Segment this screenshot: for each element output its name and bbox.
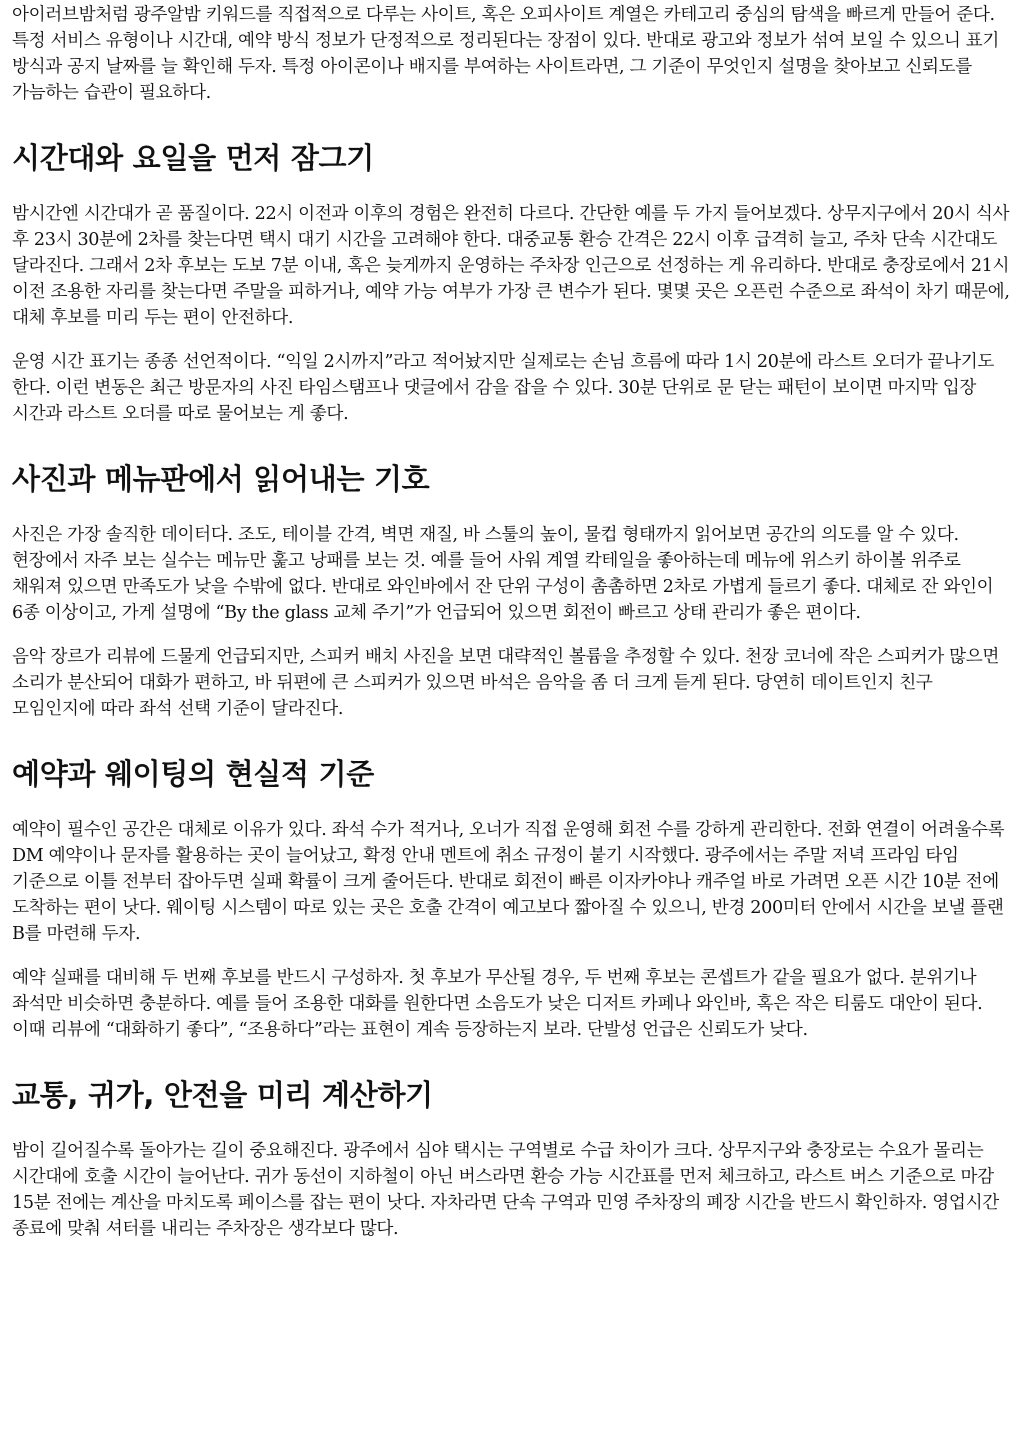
- section-reservation-and-waiting: [12, 756, 1012, 1043]
- section-heading: 교통, 귀가, 안전을 미리 계산하기: [12, 1078, 433, 1112]
- article-body: [12, 0, 1012, 1242]
- section-heading: 시간대와 요일을 먼저 잠그기: [12, 141, 374, 175]
- body-paragraph: 예약이 필수인 공간은 대체로 이유가 있다. 좌석 수가 적거나, 오너가 직접 운영해 회전 수를 강하게 관리한다. 전화 연결이 어려울수록 DM 예약이나 문자를 활용하는 곳이 늘어났고, 확정 안내 멘트에 취소 규정이 붙기 시작했다. 광주에서는 주말 저녁 프라임 타임 기준으로 이틀 전부터 잡아두면 실패 확률이 크게 줄어든다. 반대로 회전이 빠른 이자카야나 캐주얼 바로 가려면 오픈 시간 10분 전에 도착하는 편이 낫다. 웨이팅 시스템이 따로 있는 곳은 호출 간격이 예고보다 짧아질 수 있으니, 반경 200미터 안에서 시간을 보낼 플랜 B를 마련해 두자.: [12, 820, 1005, 944]
- body-paragraph: 밤시간엔 시간대가 곧 품질이다. 22시 이전과 이후의 경험은 완전히 다르다. 간단한 예를 두 가지 들어보겠다. 상무지구에서 20시 식사 후 23시 30분에 2차를 찾는다면 택시 대기 시간을 고려해야 한다. 대중교통 환승 간격은 22시 이후 급격히 늘고, 주차 단속 시간대도 달라진다. 그래서 2차 후보는 도보 7분 이내, 혹은 늦게까지 운영하는 주차장 인근으로 선정하는 게 유리하다. 반대로 충장로에서 21시 이전 조용한 자리를 찾는다면 주말을 피하거나, 예약 가능 여부가 가장 큰 변수가 된다. 몇몇 곳은 오픈런 수준으로 좌석이 차기 때문에, 대체 후보를 미리 두는 편이 안전하다.: [12, 204, 1010, 328]
- body-paragraph: 운영 시간 표기는 종종 선언적이다. “익일 2시까지”라고 적어놨지만 실제로는 손님 흐름에 따라 1시 20분에 라스트 오더가 끝나기도 한다. 이런 변동은 최근 방문자의 사진 타임스탬프나 댓글에서 감을 잡을 수 있다. 30분 단위로 문 닫는 패턴이 보이면 마지막 입장 시간과 라스트 오더를 따로 물어보는 게 좋다.: [12, 352, 995, 424]
- section-transport-and-safety: [12, 1077, 1012, 1242]
- intro-paragraph: 아이러브밤처럼 광주알밤 키워드를 직접적으로 다루는 사이트, 혹은 오피사이트 계열은 카테고리 중심의 탐색을 빠르게 만들어 준다. 특정 서비스 유형이나 시간대, 예약 방식 정보가 단정적으로 정리된다는 장점이 있다. 반대로 광고와 정보가 섞여 보일 수 있으니 표기 방식과 공지 날짜를 늘 확인해 두자. 특정 아이콘이나 배지를 부여하는 사이트라면, 그 기준이 무엇인지 설명을 찾아보고 신뢰도를 가늠하는 습관이 필요하다.: [12, 5, 1000, 103]
- section-time-and-day: [12, 140, 1012, 427]
- body-paragraph: 밤이 길어질수록 돌아가는 길이 중요해진다. 광주에서 심야 택시는 구역별로 수급 차이가 크다. 상무지구와 충장로는 수요가 몰리는 시간대에 호출 시간이 늘어난다. 귀가 동선이 지하철이 아닌 버스라면 환승 가능 시간표를 먼저 체크하고, 라스트 버스 기준으로 마감 15분 전에는 계산을 마치도록 페이스를 잡는 편이 낫다. 자차라면 단속 구역과 민영 주차장의 폐장 시간을 반드시 확인하자. 영업시간 종료에 맞춰 셔터를 내리는 주차장은 생각보다 많다.: [12, 1141, 999, 1239]
- section-heading: 예약과 웨이팅의 현실적 기준: [12, 757, 374, 791]
- section-heading: 사진과 메뉴판에서 읽어내는 기호: [12, 462, 430, 496]
- section-photos-and-menu: [12, 461, 1012, 722]
- body-paragraph: 음악 장르가 리뷰에 드물게 언급되지만, 스피커 배치 사진을 보면 대략적인 볼륨을 추정할 수 있다. 천장 코너에 작은 스피커가 많으면 소리가 분산되어 대화가 편하고, 바 뒤편에 큰 스피커가 있으면 바석은 음악을 좀 더 크게 듣게 된다. 당연히 데이트인지 친구 모임인지에 따라 좌석 선택 기준이 달라진다.: [12, 647, 1000, 719]
- body-paragraph: 사진은 가장 솔직한 데이터다. 조도, 테이블 간격, 벽면 재질, 바 스툴의 높이, 물컵 형태까지 읽어보면 공간의 의도를 알 수 있다. 현장에서 자주 보는 실수는 메뉴만 훑고 낭패를 보는 것. 예를 들어 사워 계열 칵테일을 좋아하는데 메뉴에 위스키 하이볼 위주로 채워져 있으면 만족도가 낮을 수밖에 없다. 반대로 와인바에서 잔 단위 구성이 촘촘하면 2차로 가볍게 들르기 좋다. 대체로 잔 와인이 6종 이상이고, 가게 설명에 “By the glass 교체 주기”가 언급되어 있으면 회전이 빠르고 상태 관리가 좋은 편이다.: [12, 525, 994, 623]
- body-paragraph: 예약 실패를 대비해 두 번째 후보를 반드시 구성하자. 첫 후보가 무산될 경우, 두 번째 후보는 콘셉트가 같을 필요가 없다. 분위기나 좌석만 비슷하면 충분하다. 예를 들어 조용한 대화를 원한다면 소음도가 낮은 디저트 카페나 와인바, 혹은 작은 티룸도 대안이 된다. 이때 리뷰에 “대화하기 좋다”, “조용하다”라는 표현이 계속 등장하는지 보라. 단발성 언급은 신뢰도가 낮다.: [12, 968, 983, 1040]
